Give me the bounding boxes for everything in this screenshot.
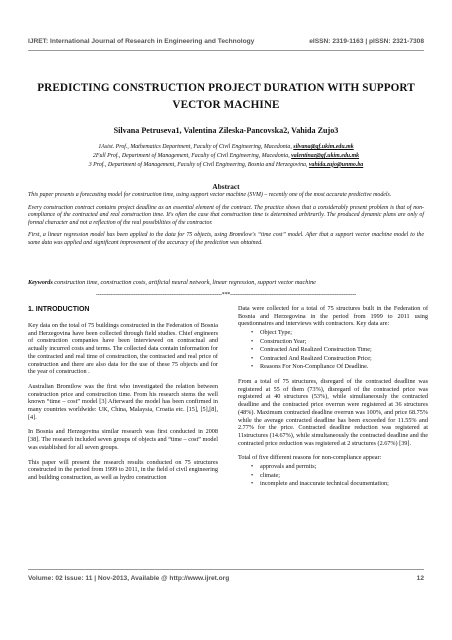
footer-volume-info: Volume: 02 Issue: 11 | Nov-2013, Available @ http://www.ijret.org bbox=[28, 575, 230, 582]
abstract-paragraph: Every construction contract contains project deadline as an essential element of the contract. The practice shows that a considerably present problem is that of non-compliance of the contracted and real construction time. It's often the case that construction time is determined arbitrarily. The produced dynamic plans are only of formal character and not a reflection of the real possibilities of the contractor. bbox=[28, 204, 424, 226]
body-paragraph: Key data on the total of 75 buildings constructed in the Federation of Bosnia and Herzegovina have been collected through field studies. Chief engineers of construction companies have been interviewed on contractual and actually incurred costs and terms. The collected data contain information for the contracted and real time of construction, the contracted and real price of construction and there are also data for the use of these 75 objects and for the year of construction . bbox=[28, 322, 218, 376]
abstract-body bbox=[28, 192, 424, 252]
body-paragraph: Australian Bromilow was the first who investigated the relation between construction price and construction time. From his research stems the well known “time – cost” model [3] Afterward the model has been confirmed in many countries worldwide: UK, China, Malaysia, Croatia etc. [15], [5],[8],[4]. bbox=[28, 382, 218, 421]
abstract-paragraph: First, a linear regression model has been applied to the data for 75 objects, using Bromilow's “time cost” model. After that a support vector machine model to the same data was applied and significant improvement of the accuracy of the prediction was obtained. bbox=[28, 232, 424, 246]
list-item: • incomplete and inaccurate technical documentation; bbox=[260, 480, 428, 489]
title-line-2: VECTOR MACHINE bbox=[172, 99, 280, 111]
paper-title bbox=[20, 80, 432, 114]
email-link-2[interactable]: valentinaz@gf.ukim.edu.mk bbox=[291, 152, 360, 159]
list-item: • climate; bbox=[260, 472, 428, 481]
page-number: 12 bbox=[416, 575, 424, 582]
list-item: • Reasons For Non-Compliance Of Deadline. bbox=[260, 363, 428, 372]
list-item: • Construction Year; bbox=[260, 338, 428, 347]
body-paragraph: Total of five different reasons for non-compliance appear: bbox=[238, 454, 382, 462]
list-item: • Contracted And Realized Construction Time; bbox=[260, 346, 428, 355]
keywords bbox=[28, 279, 424, 286]
body-paragraph: In Bosnia and Herzegovina similar research was first conducted in 2008 [38]. The research included seven groups of objects and “time – cost” model was established for all seven groups. bbox=[28, 428, 218, 451]
keywords-text: construction time, construction costs, artificial neural network, linear regression, support vector machine bbox=[52, 279, 316, 286]
title-line-1: PREDICTING CONSTRUCTION PROJECT DURATION WITH SUPPORT bbox=[37, 82, 415, 94]
list-item: • Object Type; bbox=[260, 329, 428, 338]
section-heading-introduction: 1. INTRODUCTION bbox=[28, 306, 90, 313]
footer-rule bbox=[28, 569, 424, 570]
body-paragraph: This paper will present the research results conducted on 75 structures constructed in the period from 1999 to 2011, in the field of civil engineering and building construction, as well as hydro construction bbox=[28, 458, 218, 481]
body-paragraph: From a total of 75 structures, disregard of the contracted deadline was registered at 55 of them (73%), disregard of the contracted price was registered at 40 structures (53%), while simultaneously the contracted deadline and the contracted price overrun were registered at 36 structures (48%). Maximum contracted deadline overrun was 100%, and price 68.75% while the average contracted deadline has been exceeded for 11.55% and 2.77% for the price. Contracted deadline reduction was registered at 11structures (14.67%), while simultaneously the contracted deadline and the contracted price reduction was registered at 2 structures (2.67%) [39]. bbox=[238, 378, 428, 447]
email-link-3[interactable]: vahida.zujo@unmo.ba bbox=[308, 161, 364, 168]
page-footer bbox=[28, 575, 424, 582]
key-data-list bbox=[238, 329, 428, 372]
header-rule bbox=[28, 50, 424, 51]
affiliations bbox=[20, 143, 432, 169]
body-paragraph: Data were collected for a total of 75 structures built in the Federation of Bosnia and Herzegovina in the period from 1999 to 2011 using questionnaires and interviews with contractors. Key data are: bbox=[238, 305, 428, 328]
abstract-paragraph: This paper presents a forecasting model for construction time, using support vector machine (SVM) – recently one of the most accurate predictive models. bbox=[28, 192, 392, 198]
section-separator: ----------------------------------------------------------------------***---------------------------------------------------------------------- bbox=[95, 292, 357, 298]
authors: Silvana Petruseva1, Valentina Zileska-Pancovska2, Vahida Zujo3 bbox=[113, 126, 339, 135]
list-item: • approvals and permits; bbox=[260, 463, 428, 472]
affiliation-3: 3 Prof., Department of Management, Faculty of Civil Engineering, Bosnia and Herzegovina, vahida.zujo@unmo.ba bbox=[88, 161, 364, 168]
affiliation-1: 1Asist. Prof., Mathematics Department, Faculty of Civil Engineering, Macedonia, silvana@gf.ukim.edu.mk bbox=[98, 144, 354, 150]
left-column bbox=[28, 322, 218, 489]
keywords-label: Keywords bbox=[28, 279, 53, 286]
affiliation-2: 2Full Prof., Department of Management, Faculty of Civil Engineering, Macedonia, valentinaz@gf.ukim.edu.mk bbox=[92, 152, 360, 159]
reasons-list bbox=[238, 463, 428, 489]
journal-header bbox=[28, 38, 424, 45]
list-item: • Contracted And Realized Construction Price; bbox=[260, 355, 428, 364]
email-link-1[interactable]: silvana@gf.ukim.edu.mk bbox=[293, 144, 354, 150]
abstract-heading: Abstract bbox=[212, 182, 240, 191]
journal-name: IJRET: International Journal of Research in Engineering and Technology bbox=[28, 38, 255, 45]
right-column bbox=[238, 305, 428, 495]
journal-issn: eISSN: 2319-1163 | pISSN: 2321-7308 bbox=[309, 38, 424, 45]
